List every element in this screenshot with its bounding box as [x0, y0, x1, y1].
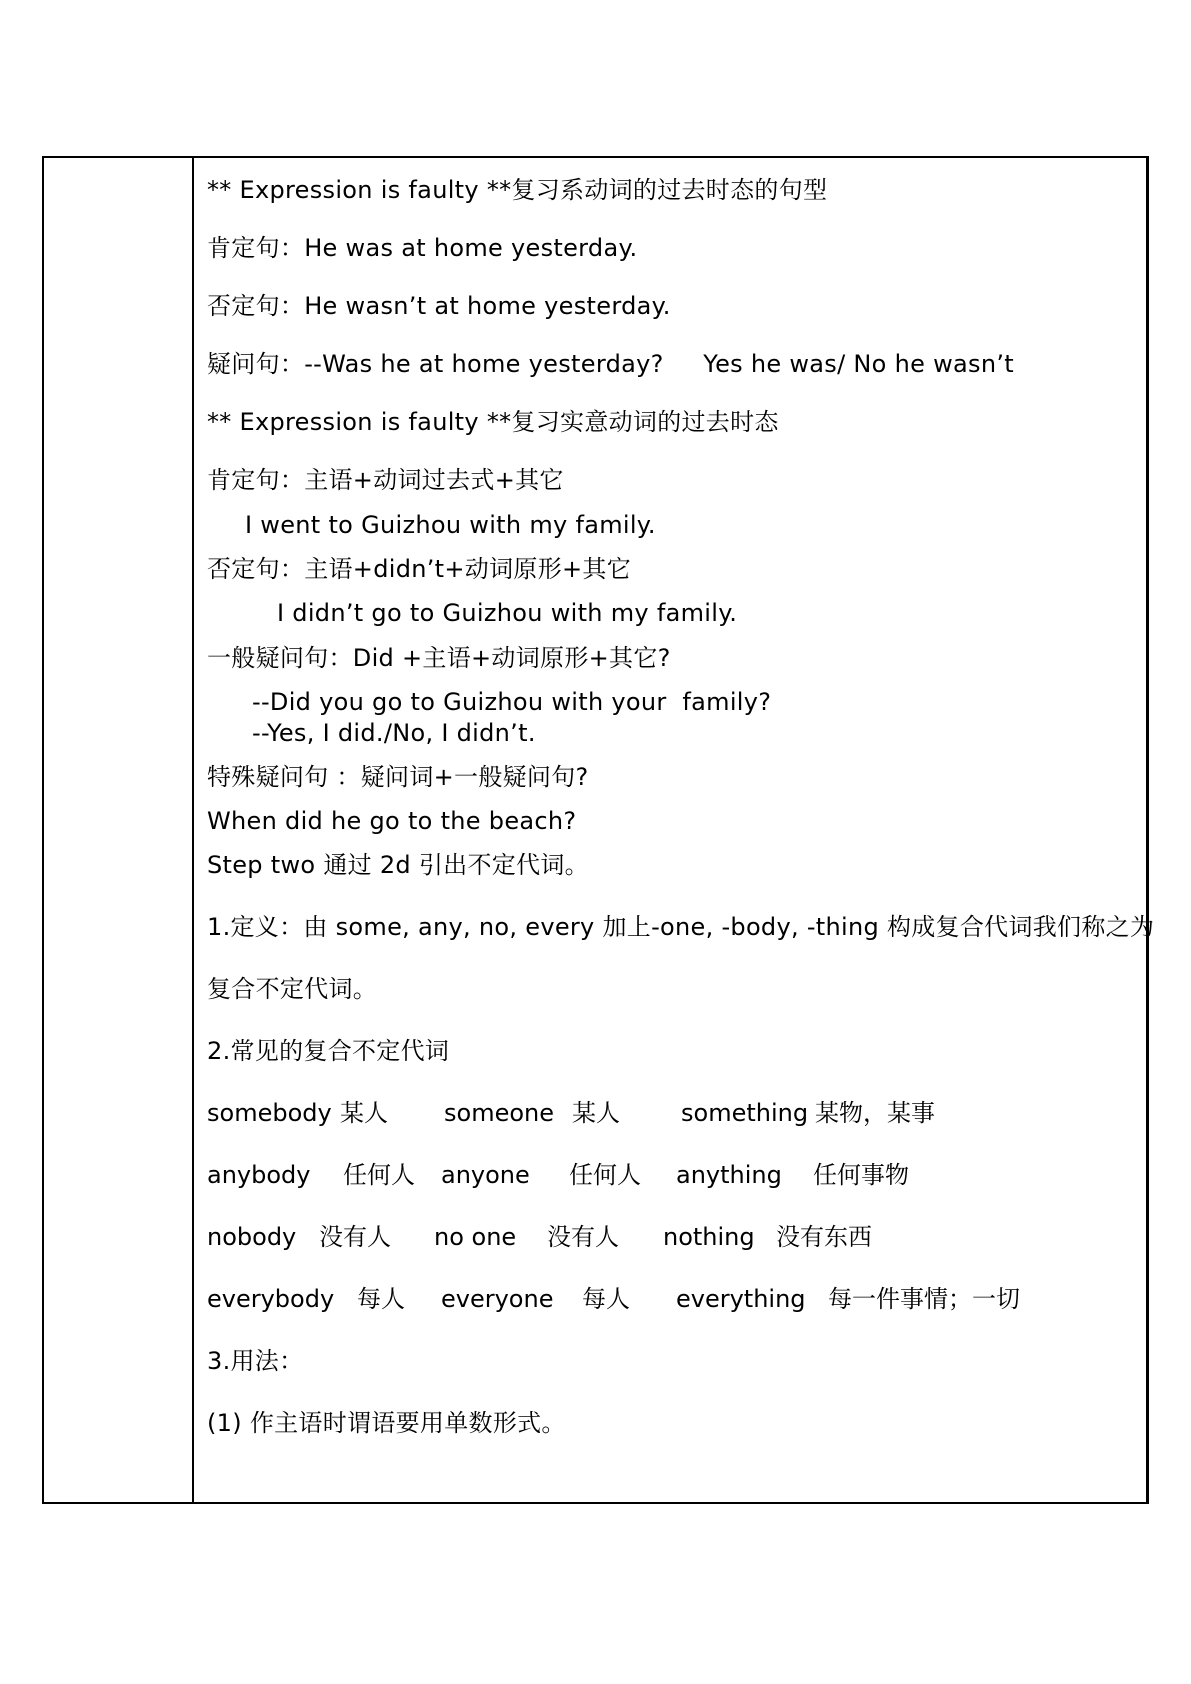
pronoun-meaning: 每一件事情；一切: [828, 1285, 1020, 1313]
question-sentence: 疑问句：--Was he at home yesterday? Yes he was/ No he wasn’t: [207, 350, 1014, 378]
general-question-example: --Did you go to Guizhou with your family?: [252, 688, 772, 716]
pronoun-word: something: [681, 1099, 809, 1127]
pronoun-word: someone: [444, 1099, 554, 1127]
common-pronouns-heading: 2.常见的复合不定代词: [207, 1037, 450, 1065]
general-question-rule: 一般疑问句：Did +主语+动词原形+其它?: [207, 644, 671, 672]
pronoun-word: anyone: [441, 1161, 530, 1189]
negative-rule: 否定句：主语+didn’t+动词原形+其它: [207, 555, 632, 583]
pronoun-meaning: 没有东西: [776, 1223, 872, 1251]
affirmative-sentence: 肯定句：He was at home yesterday.: [207, 234, 638, 262]
pronoun-meaning: 某人: [340, 1099, 388, 1127]
section-heading-linking-verb: ** Expression is faulty **复习系动词的过去时态的句型: [207, 176, 828, 204]
step-two-heading: Step two 通过 2d 引出不定代词。: [207, 851, 589, 879]
left-column-cell: [44, 158, 194, 1502]
pronoun-word: everything: [676, 1285, 806, 1313]
affirmative-example: I went to Guizhou with my family.: [245, 511, 656, 539]
usage-rule-1: (1) 作主语时谓语要用单数形式。: [207, 1409, 566, 1437]
pronoun-word: anything: [676, 1161, 782, 1189]
pronoun-word: anybody: [207, 1161, 311, 1189]
pronoun-word: everybody: [207, 1285, 335, 1313]
general-question-answer: --Yes, I did./No, I didn’t.: [252, 719, 536, 747]
negative-sentence: 否定句：He wasn’t at home yesterday.: [207, 292, 671, 320]
pronoun-word: nothing: [663, 1223, 755, 1251]
pronoun-meaning: 没有人: [319, 1223, 391, 1251]
negative-example: I didn’t go to Guizhou with my family.: [277, 599, 738, 627]
lesson-table: [42, 156, 1155, 1504]
pronoun-meaning: 任何人: [569, 1161, 641, 1189]
definition-line-1: 1.定义：由 some, any, no, every 加上-one, -body, -thing 构成复合代词我们称之为: [207, 913, 1155, 941]
section-heading-action-verb: ** Expression is faulty **复习实意动词的过去时态: [207, 408, 779, 436]
pronoun-word: nobody: [207, 1223, 297, 1251]
pronoun-meaning: 某物，某事: [815, 1099, 935, 1127]
special-question-example: When did he go to the beach?: [207, 807, 577, 835]
pronoun-meaning: 某人: [572, 1099, 620, 1127]
special-question-rule: 特殊疑问句 ：疑问词+一般疑问句?: [207, 763, 589, 791]
pronoun-meaning: 任何人: [343, 1161, 415, 1189]
affirmative-rule: 肯定句：主语+动词过去式+其它: [207, 466, 564, 494]
pronoun-word: everyone: [441, 1285, 554, 1313]
pronoun-meaning: 每人: [357, 1285, 405, 1313]
pronoun-meaning: 没有人: [547, 1223, 619, 1251]
pronoun-word: no one: [434, 1223, 517, 1251]
pronoun-meaning: 每人: [582, 1285, 630, 1313]
pronoun-meaning: 任何事物: [813, 1161, 909, 1189]
definition-line-2: 复合不定代词。: [207, 975, 378, 1003]
pronoun-word: somebody: [207, 1099, 332, 1127]
usage-heading: 3.用法：: [207, 1347, 304, 1375]
